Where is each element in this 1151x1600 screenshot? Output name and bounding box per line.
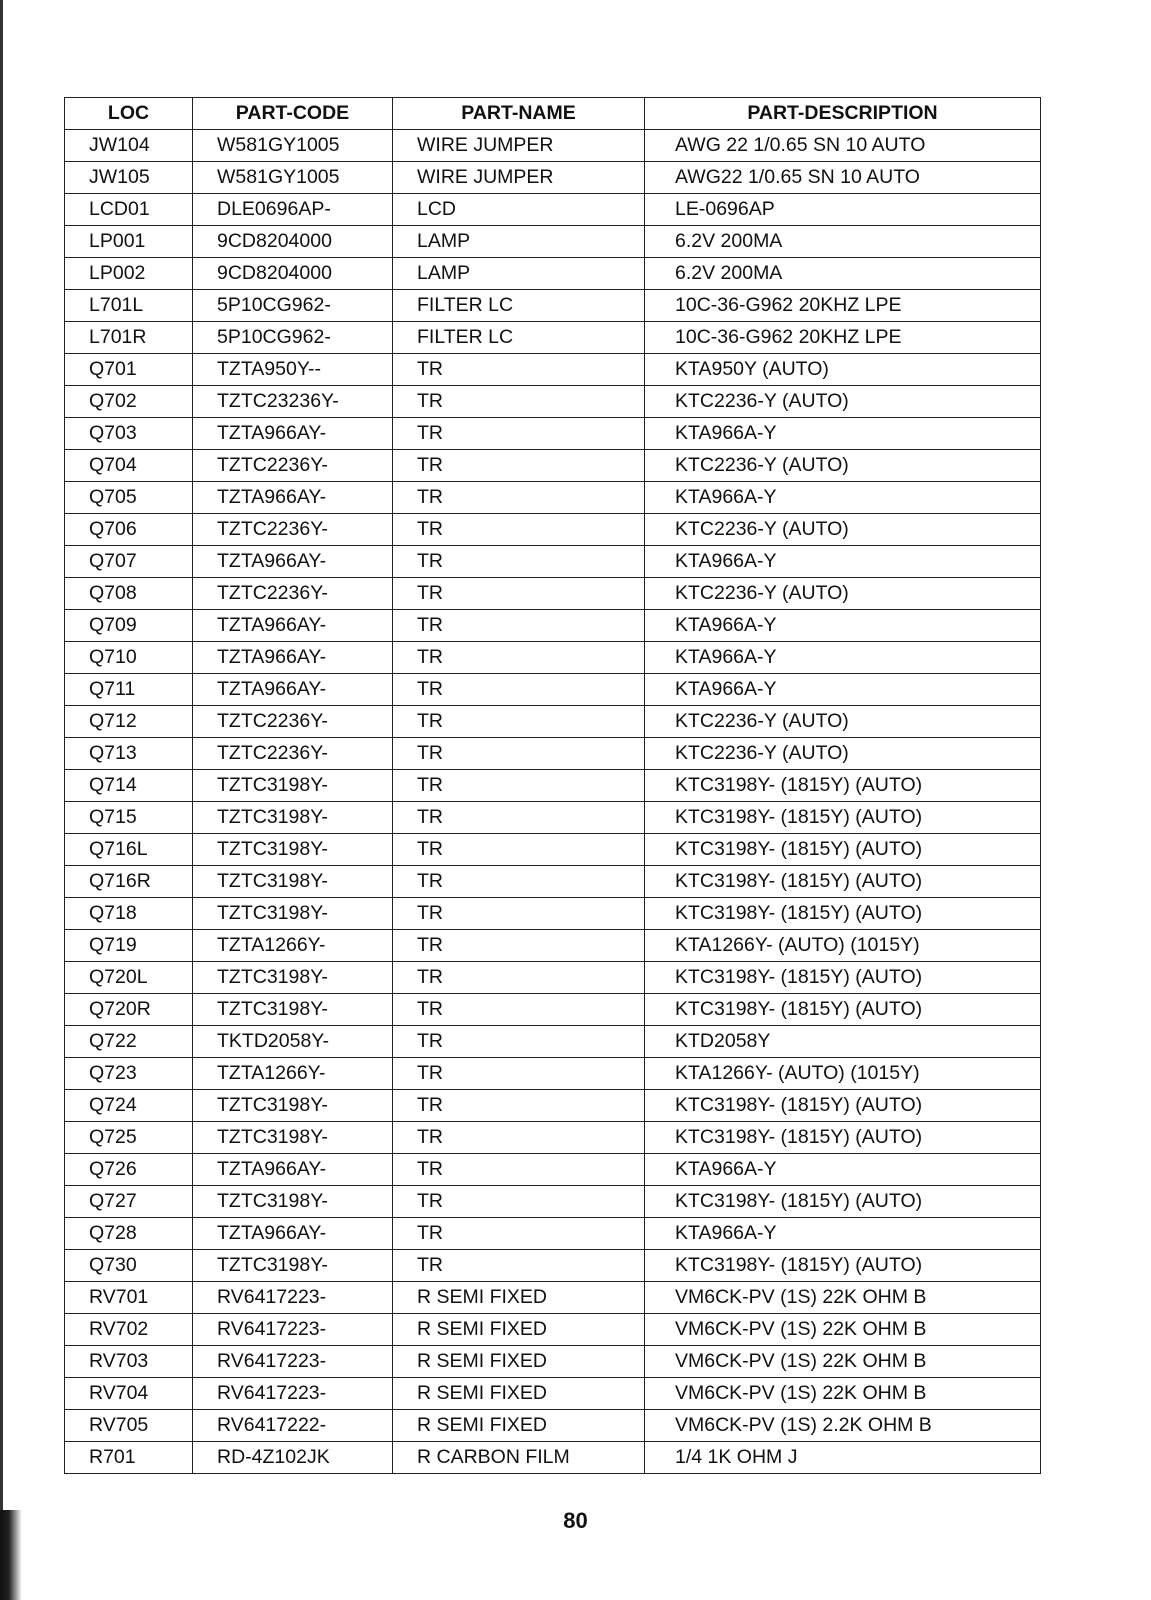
- cell-part-description: 1/4 1K OHM J: [645, 1442, 1041, 1474]
- cell-part-description: KTC3198Y- (1815Y) (AUTO): [645, 1090, 1041, 1122]
- cell-part-code: TZTC3198Y-: [193, 770, 393, 802]
- cell-part-name: TR: [393, 450, 645, 482]
- cell-part-name: TR: [393, 610, 645, 642]
- cell-loc: Q724: [65, 1090, 193, 1122]
- cell-part-code: TZTC3198Y-: [193, 962, 393, 994]
- cell-loc: RV701: [65, 1282, 193, 1314]
- cell-part-code: TZTA966AY-: [193, 1154, 393, 1186]
- cell-part-description: KTA966A-Y: [645, 674, 1041, 706]
- table-row: [65, 1250, 1041, 1282]
- cell-part-code: TZTA966AY-: [193, 418, 393, 450]
- cell-part-name: TR: [393, 546, 645, 578]
- cell-loc: RV703: [65, 1346, 193, 1378]
- cell-part-description: KTC2236-Y (AUTO): [645, 706, 1041, 738]
- parts-list: [64, 97, 1040, 1474]
- cell-loc: Q705: [65, 482, 193, 514]
- cell-part-name: R CARBON FILM: [393, 1442, 645, 1474]
- cell-part-name: TR: [393, 1026, 645, 1058]
- cell-part-description: VM6CK-PV (1S) 22K OHM B: [645, 1314, 1041, 1346]
- cell-part-code: TKTD2058Y-: [193, 1026, 393, 1058]
- cell-part-code: TZTC3198Y-: [193, 866, 393, 898]
- table-row: [65, 642, 1041, 674]
- cell-part-name: TR: [393, 1154, 645, 1186]
- cell-part-description: KTC3198Y- (1815Y) (AUTO): [645, 994, 1041, 1026]
- cell-loc: Q710: [65, 642, 193, 674]
- cell-part-description: KTA966A-Y: [645, 1154, 1041, 1186]
- cell-part-name: TR: [393, 418, 645, 450]
- cell-part-name: TR: [393, 898, 645, 930]
- cell-part-name: TR: [393, 802, 645, 834]
- cell-loc: Q718: [65, 898, 193, 930]
- cell-part-description: 10C-36-G962 20KHZ LPE: [645, 290, 1041, 322]
- cell-part-code: W581GY1005: [193, 162, 393, 194]
- cell-loc: LP001: [65, 226, 193, 258]
- cell-loc: Q706: [65, 514, 193, 546]
- cell-part-name: R SEMI FIXED: [393, 1314, 645, 1346]
- cell-part-code: TZTC2236Y-: [193, 738, 393, 770]
- table-row: [65, 322, 1041, 354]
- cell-part-name: TR: [393, 962, 645, 994]
- table-row: [65, 354, 1041, 386]
- cell-part-name: LAMP: [393, 226, 645, 258]
- cell-part-description: 6.2V 200MA: [645, 226, 1041, 258]
- cell-part-code: 9CD8204000: [193, 258, 393, 290]
- cell-part-description: KTC2236-Y (AUTO): [645, 386, 1041, 418]
- cell-part-code: TZTC2236Y-: [193, 450, 393, 482]
- cell-part-code: TZTC3198Y-: [193, 834, 393, 866]
- table-row: [65, 514, 1041, 546]
- table-row: [65, 962, 1041, 994]
- cell-part-name: TR: [393, 738, 645, 770]
- cell-part-name: TR: [393, 1058, 645, 1090]
- cell-part-name: WIRE JUMPER: [393, 162, 645, 194]
- cell-part-description: KTC3198Y- (1815Y) (AUTO): [645, 962, 1041, 994]
- cell-part-code: RV6417223-: [193, 1346, 393, 1378]
- table-row: [65, 194, 1041, 226]
- table-row: [65, 1282, 1041, 1314]
- cell-part-description: KTC3198Y- (1815Y) (AUTO): [645, 834, 1041, 866]
- cell-loc: Q703: [65, 418, 193, 450]
- table-row: [65, 130, 1041, 162]
- cell-loc: L701L: [65, 290, 193, 322]
- cell-part-name: TR: [393, 770, 645, 802]
- cell-part-name: WIRE JUMPER: [393, 130, 645, 162]
- table-row: [65, 162, 1041, 194]
- cell-part-code: W581GY1005: [193, 130, 393, 162]
- cell-part-description: AWG 22 1/0.65 SN 10 AUTO: [645, 130, 1041, 162]
- cell-part-description: KTC2236-Y (AUTO): [645, 450, 1041, 482]
- cell-part-description: KTA966A-Y: [645, 642, 1041, 674]
- cell-loc: LP002: [65, 258, 193, 290]
- table-row: [65, 930, 1041, 962]
- table-row: [65, 994, 1041, 1026]
- cell-part-code: RV6417223-: [193, 1282, 393, 1314]
- table-row: [65, 1090, 1041, 1122]
- cell-part-description: 6.2V 200MA: [645, 258, 1041, 290]
- cell-part-code: RV6417223-: [193, 1378, 393, 1410]
- cell-loc: RV705: [65, 1410, 193, 1442]
- cell-part-description: KTA966A-Y: [645, 610, 1041, 642]
- cell-part-name: TR: [393, 1218, 645, 1250]
- cell-part-name: TR: [393, 578, 645, 610]
- cell-part-description: VM6CK-PV (1S) 2.2K OHM B: [645, 1410, 1041, 1442]
- cell-part-description: KTC3198Y- (1815Y) (AUTO): [645, 1122, 1041, 1154]
- table-row: [65, 386, 1041, 418]
- cell-part-code: TZTC3198Y-: [193, 898, 393, 930]
- table-row: [65, 450, 1041, 482]
- table-row: [65, 802, 1041, 834]
- cell-part-description: AWG22 1/0.65 SN 10 AUTO: [645, 162, 1041, 194]
- cell-part-name: TR: [393, 706, 645, 738]
- table-row: [65, 834, 1041, 866]
- cell-part-code: DLE0696AP-: [193, 194, 393, 226]
- cell-loc: Q709: [65, 610, 193, 642]
- cell-part-code: TZTC3198Y-: [193, 1250, 393, 1282]
- cell-part-name: TR: [393, 482, 645, 514]
- table-row: [65, 290, 1041, 322]
- cell-part-code: TZTC3198Y-: [193, 1186, 393, 1218]
- cell-loc: Q702: [65, 386, 193, 418]
- header-part-code: PART-CODE: [193, 98, 393, 130]
- cell-part-code: TZTC2236Y-: [193, 514, 393, 546]
- cell-part-description: KTA966A-Y: [645, 1218, 1041, 1250]
- cell-part-code: TZTC2236Y-: [193, 578, 393, 610]
- cell-part-code: TZTA966AY-: [193, 610, 393, 642]
- cell-loc: Q714: [65, 770, 193, 802]
- table-row: [65, 418, 1041, 450]
- cell-part-description: KTC3198Y- (1815Y) (AUTO): [645, 1250, 1041, 1282]
- table-row: [65, 1346, 1041, 1378]
- cell-part-code: TZTA966AY-: [193, 482, 393, 514]
- cell-part-code: TZTA966AY-: [193, 642, 393, 674]
- cell-loc: Q704: [65, 450, 193, 482]
- table-row: [65, 1026, 1041, 1058]
- cell-part-name: R SEMI FIXED: [393, 1346, 645, 1378]
- cell-loc: Q716L: [65, 834, 193, 866]
- cell-part-description: VM6CK-PV (1S) 22K OHM B: [645, 1346, 1041, 1378]
- table-row: [65, 258, 1041, 290]
- cell-part-name: LAMP: [393, 258, 645, 290]
- cell-loc: Q707: [65, 546, 193, 578]
- cell-part-code: TZTA966AY-: [193, 546, 393, 578]
- cell-part-code: TZTA966AY-: [193, 674, 393, 706]
- scan-edge: [0, 0, 3, 1600]
- table-row: [65, 1122, 1041, 1154]
- cell-part-name: TR: [393, 386, 645, 418]
- table-row: [65, 706, 1041, 738]
- cell-part-code: RV6417222-: [193, 1410, 393, 1442]
- cell-loc: Q701: [65, 354, 193, 386]
- cell-part-name: TR: [393, 930, 645, 962]
- table-row: [65, 578, 1041, 610]
- cell-loc: Q712: [65, 706, 193, 738]
- cell-loc: JW105: [65, 162, 193, 194]
- cell-part-description: KTC3198Y- (1815Y) (AUTO): [645, 770, 1041, 802]
- cell-part-name: FILTER LC: [393, 290, 645, 322]
- table-row: [65, 482, 1041, 514]
- table-row: [65, 1186, 1041, 1218]
- cell-loc: Q708: [65, 578, 193, 610]
- cell-part-description: 10C-36-G962 20KHZ LPE: [645, 322, 1041, 354]
- cell-part-name: TR: [393, 514, 645, 546]
- cell-part-name: TR: [393, 834, 645, 866]
- cell-part-description: VM6CK-PV (1S) 22K OHM B: [645, 1282, 1041, 1314]
- header-row: [65, 98, 1041, 130]
- cell-part-code: 5P10CG962-: [193, 322, 393, 354]
- header-part-name: PART-NAME: [393, 98, 645, 130]
- cell-part-description: KTA966A-Y: [645, 546, 1041, 578]
- cell-part-name: TR: [393, 674, 645, 706]
- table-row: [65, 770, 1041, 802]
- cell-part-description: KTC2236-Y (AUTO): [645, 514, 1041, 546]
- cell-part-name: TR: [393, 994, 645, 1026]
- header-loc: LOC: [65, 98, 193, 130]
- cell-part-code: RD-4Z102JK: [193, 1442, 393, 1474]
- cell-loc: Q730: [65, 1250, 193, 1282]
- cell-part-description: KTC3198Y- (1815Y) (AUTO): [645, 802, 1041, 834]
- cell-part-code: TZTA950Y--: [193, 354, 393, 386]
- cell-part-name: TR: [393, 354, 645, 386]
- table-row: [65, 866, 1041, 898]
- cell-part-description: KTC2236-Y (AUTO): [645, 578, 1041, 610]
- cell-loc: Q720R: [65, 994, 193, 1026]
- table-row: [65, 1442, 1041, 1474]
- table-row: [65, 226, 1041, 258]
- cell-part-name: LCD: [393, 194, 645, 226]
- cell-part-description: VM6CK-PV (1S) 22K OHM B: [645, 1378, 1041, 1410]
- table-row: [65, 1058, 1041, 1090]
- cell-part-description: KTC3198Y- (1815Y) (AUTO): [645, 1186, 1041, 1218]
- cell-part-name: TR: [393, 1250, 645, 1282]
- cell-loc: Q728: [65, 1218, 193, 1250]
- cell-loc: LCD01: [65, 194, 193, 226]
- cell-part-name: TR: [393, 1122, 645, 1154]
- table-row: [65, 546, 1041, 578]
- cell-part-name: TR: [393, 1090, 645, 1122]
- cell-part-code: TZTC3198Y-: [193, 994, 393, 1026]
- cell-part-description: LE-0696AP: [645, 194, 1041, 226]
- cell-part-description: KTA1266Y- (AUTO) (1015Y): [645, 1058, 1041, 1090]
- cell-part-name: FILTER LC: [393, 322, 645, 354]
- cell-part-name: R SEMI FIXED: [393, 1410, 645, 1442]
- cell-loc: Q713: [65, 738, 193, 770]
- table-row: [65, 1154, 1041, 1186]
- cell-loc: Q726: [65, 1154, 193, 1186]
- cell-part-code: TZTC23236Y-: [193, 386, 393, 418]
- parts-table: [64, 97, 1041, 1474]
- cell-loc: Q723: [65, 1058, 193, 1090]
- cell-part-code: TZTA1266Y-: [193, 1058, 393, 1090]
- cell-part-description: KTA966A-Y: [645, 482, 1041, 514]
- cell-part-code: TZTC3198Y-: [193, 1090, 393, 1122]
- table-row: [65, 1410, 1041, 1442]
- cell-part-description: KTC3198Y- (1815Y) (AUTO): [645, 898, 1041, 930]
- cell-loc: Q722: [65, 1026, 193, 1058]
- cell-loc: Q720L: [65, 962, 193, 994]
- cell-part-code: 9CD8204000: [193, 226, 393, 258]
- cell-loc: Q727: [65, 1186, 193, 1218]
- table-row: [65, 674, 1041, 706]
- cell-loc: Q716R: [65, 866, 193, 898]
- cell-part-name: R SEMI FIXED: [393, 1378, 645, 1410]
- table-row: [65, 1218, 1041, 1250]
- page-number: 80: [563, 1508, 588, 1533]
- table-row: [65, 1378, 1041, 1410]
- table-row: [65, 898, 1041, 930]
- cell-loc: Q715: [65, 802, 193, 834]
- cell-loc: JW104: [65, 130, 193, 162]
- table-row: [65, 610, 1041, 642]
- cell-loc: RV704: [65, 1378, 193, 1410]
- cell-part-code: TZTC3198Y-: [193, 802, 393, 834]
- table-row: [65, 738, 1041, 770]
- cell-part-code: TZTA966AY-: [193, 1218, 393, 1250]
- cell-part-code: 5P10CG962-: [193, 290, 393, 322]
- cell-part-description: KTC2236-Y (AUTO): [645, 738, 1041, 770]
- cell-part-code: RV6417223-: [193, 1314, 393, 1346]
- cell-part-code: TZTC2236Y-: [193, 706, 393, 738]
- cell-loc: L701R: [65, 322, 193, 354]
- table-row: [65, 1314, 1041, 1346]
- cell-loc: Q725: [65, 1122, 193, 1154]
- cell-part-code: TZTC3198Y-: [193, 1122, 393, 1154]
- header-part-description: PART-DESCRIPTION: [645, 98, 1041, 130]
- cell-part-name: TR: [393, 1186, 645, 1218]
- cell-part-description: KTD2058Y: [645, 1026, 1041, 1058]
- cell-loc: RV702: [65, 1314, 193, 1346]
- cell-part-name: TR: [393, 866, 645, 898]
- cell-part-name: R SEMI FIXED: [393, 1282, 645, 1314]
- cell-part-description: KTC3198Y- (1815Y) (AUTO): [645, 866, 1041, 898]
- cell-part-description: KTA966A-Y: [645, 418, 1041, 450]
- cell-part-description: KTA950Y (AUTO): [645, 354, 1041, 386]
- cell-part-name: TR: [393, 642, 645, 674]
- cell-loc: Q711: [65, 674, 193, 706]
- cell-loc: Q719: [65, 930, 193, 962]
- cell-part-description: KTA1266Y- (AUTO) (1015Y): [645, 930, 1041, 962]
- cell-part-code: TZTA1266Y-: [193, 930, 393, 962]
- cell-loc: R701: [65, 1442, 193, 1474]
